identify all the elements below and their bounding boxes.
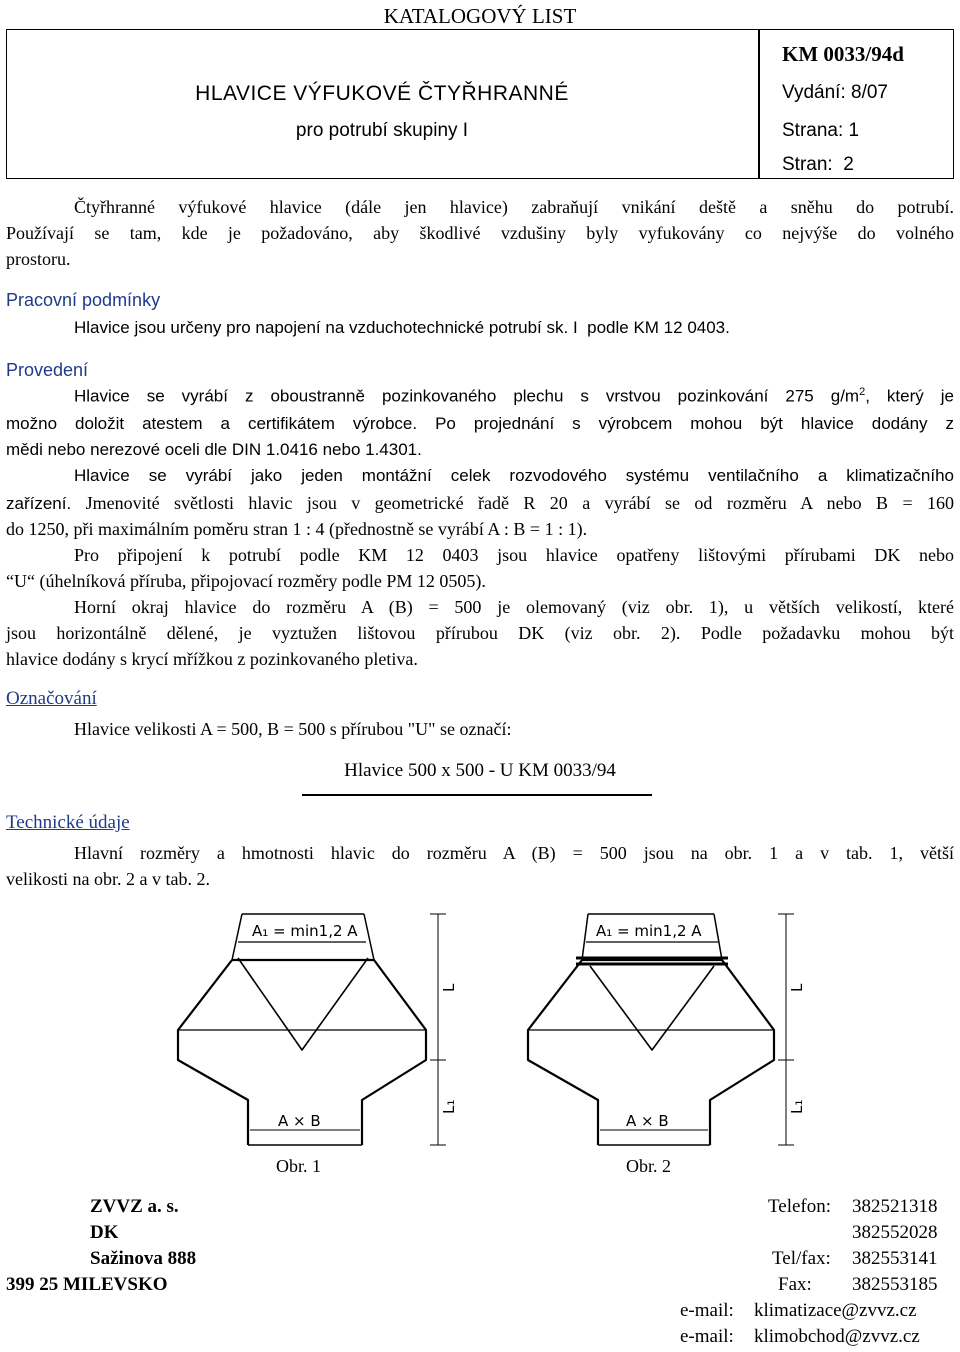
figure-1-drawing [178, 914, 446, 1145]
design-p2-line-3: do 1250, při maximálním poměru stran 1 : 4 (přednostně se vyrábí A : B = 1 : 1). [6, 519, 588, 539]
intro-line-3: prostoru. [6, 249, 71, 269]
working-conditions-text [74, 318, 730, 338]
header-divider [758, 29, 760, 179]
fig1-axb-label: A × B [278, 1112, 321, 1130]
design-p1-line-3: mědi nebo nerezové oceli dle DIN 1.0416 nebo 1.4301. [6, 440, 422, 459]
footer-email-label-2: e-mail: [680, 1326, 734, 1347]
design-p1-line-1a: Hlavice se vyrábí z oboustranně pozinkovaného plechu s vrstvou pozinkování 275 g/m [74, 386, 860, 406]
issue-value: 8/07 [851, 82, 888, 103]
fig1-a1-label: A₁ = min1,2 A [252, 922, 358, 940]
fig2-l1-label: L₁ [788, 1099, 806, 1114]
working-conditions-heading: Pracovní podmínky [6, 290, 161, 310]
marking-text: Hlavice velikosti A = 500, B = 500 s přírubou "U" se označí: [74, 719, 512, 739]
issue-label: Vydání: [782, 82, 846, 103]
page-info [782, 120, 859, 142]
footer-phone-1: 382521318 [852, 1196, 938, 1217]
design-p4-line-3: hlavice dodány s krycí mřížkou z pozinkovaného pletiva. [6, 649, 418, 669]
design-p2-line-2b: Jmenovité světlosti hlavic jsou v geometrické řadě R 20 a vyrábí se od rozměru A nebo B = 160 [85, 493, 954, 513]
footer-fax-label: Fax: [778, 1274, 812, 1295]
footer-phone-label: Telefon: [768, 1196, 832, 1217]
design-p1-line-1b: , který je [865, 386, 954, 406]
fig2-a1-label: A₁ = min1,2 A [596, 922, 702, 940]
marking-heading: Označování [6, 688, 97, 709]
footer-email-1[interactable]: klimatizace@zvvz.cz [754, 1300, 917, 1321]
catalog-sheet-title: KATALOGOVÝ LIST [383, 4, 577, 28]
page-label: Strana: [782, 120, 844, 141]
fig2-axb-label: A × B [626, 1112, 669, 1130]
product-subtitle: pro potrubí skupiny I [295, 120, 469, 141]
pages-info [782, 154, 854, 176]
footer-fax: 382553185 [852, 1274, 938, 1295]
figure-2-drawing [528, 914, 794, 1145]
figure-1-caption: Obr. 1 [276, 1156, 321, 1176]
technical-line-1: Hlavní rozměry a hmotnosti hlavic do rozměru A (B) = 500 jsou na obr. 1 a v tab. 1, větší [74, 843, 954, 863]
design-heading: Provedení [6, 360, 89, 380]
working-conditions-text-b: podle KM 12 0403. [587, 318, 730, 337]
design-p2-line-2 [6, 490, 954, 517]
design-p1-line-2: možno doložit atestem a certifikátem výrobce. Po projednání s výrobcem mohou být hlavice dodány z [6, 414, 954, 433]
pages-value: 2 [843, 154, 854, 175]
intro-line-1: Čtyřhranné výfukové hlavice (dále jen hlavice) zabraňují vnikání deště a sněhu do potrubí. [74, 197, 954, 217]
design-p2-line-1: Hlavice se vyrábí jako jeden montážní celek rozvodového systému ventilačního a klimatizačního [74, 466, 954, 485]
marking-example: Hlavice 500 x 500 - U KM 0033/94 [344, 760, 616, 781]
design-p4-line-1: Horní okraj hlavice do rozměru A (B) = 500 je olemovaný (viz obr. 1), u větších velikostí, které [74, 597, 954, 617]
technical-line-2: velikosti na obr. 2 a v tab. 2. [6, 869, 210, 889]
marking-underline [302, 794, 652, 796]
design-p2-line-2a: zařízení. [6, 494, 72, 513]
footer-division: DK [90, 1222, 119, 1243]
footer-email-label-1: e-mail: [680, 1300, 734, 1321]
fig1-l1-label: L₁ [440, 1099, 458, 1114]
footer-company: ZVVZ a. s. [90, 1196, 179, 1217]
issue-info [782, 82, 888, 104]
intro-line-2: Používají se tam, kde je požadováno, aby škodlivé vzdušiny byly vyfukovány co nejvýše do volného [6, 223, 954, 243]
superscript-2: 2 [859, 386, 866, 398]
fig2-l-label: L [788, 983, 806, 992]
footer-street: Sažinova 888 [90, 1248, 197, 1269]
footer-telfax: 382553141 [852, 1248, 938, 1269]
fig1-l-label: L [440, 983, 458, 992]
product-title: HLAVICE VÝFUKOVÉ ČTYŘHRANNÉ [195, 82, 569, 105]
design-p3-line-1: Pro připojení k potrubí podle KM 12 0403 jsou hlavice opatřeny lištovými přírubami DK nebo [74, 545, 954, 565]
document-code: KM 0033/94d [782, 42, 904, 66]
footer-email-2[interactable]: klimobchod@zvvz.cz [754, 1326, 920, 1347]
figure-2-caption: Obr. 2 [626, 1156, 671, 1176]
page-value: 1 [848, 120, 860, 141]
pages-label: Stran: [782, 154, 833, 175]
working-conditions-text-a: Hlavice jsou určeny pro napojení na vzduchotechnické potrubí sk. I [74, 318, 578, 337]
design-p4-line-2: jsou horizontálně dělené, je vyztužen lištovou přírubou DK (viz obr. 2). Podle požadavku mohou být [6, 623, 954, 643]
technical-heading: Technické údaje [6, 812, 130, 833]
hood-drawings [0, 900, 960, 1160]
footer-telfax-label: Tel/fax: [772, 1248, 831, 1269]
design-p1-line-1 [74, 386, 954, 407]
footer-city: 399 25 MILEVSKO [6, 1274, 168, 1295]
footer-phone-2: 382552028 [852, 1222, 938, 1243]
design-p3-line-2: “U“ (úhelníková příruba, připojovací rozměry podle PM 12 0505). [6, 571, 486, 591]
